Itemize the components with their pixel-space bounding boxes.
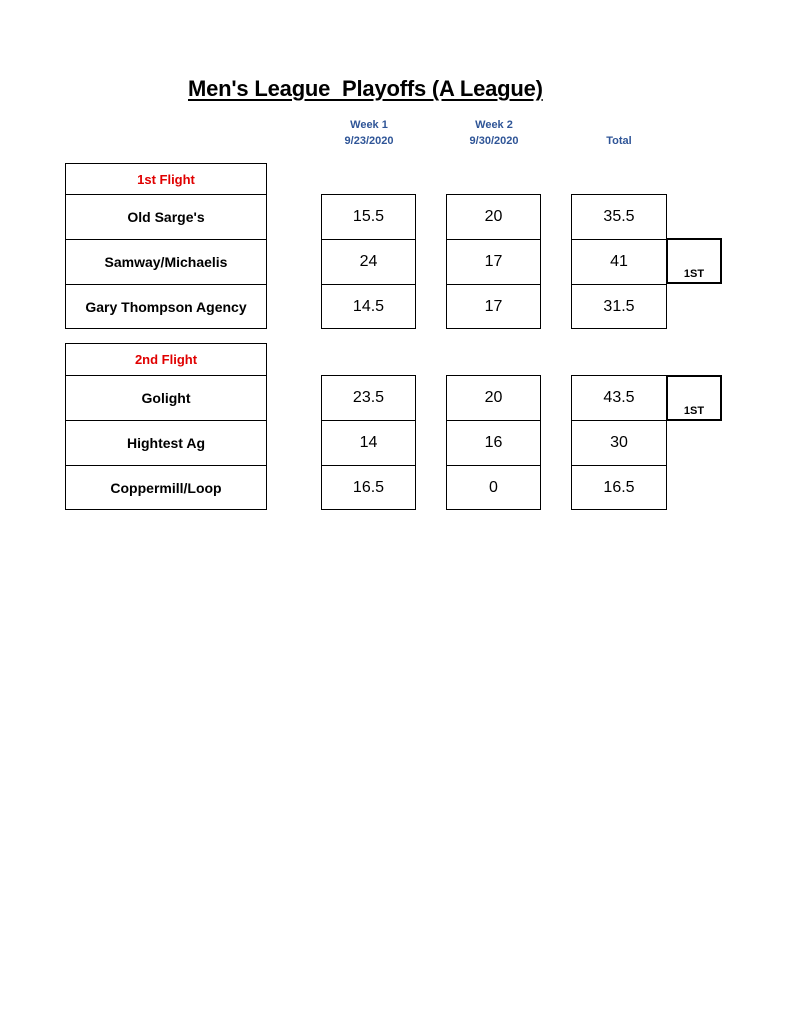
winner-badge: 1ST xyxy=(666,375,722,421)
week1-score: 16.5 xyxy=(321,465,416,510)
team-name: Samway/Michaelis xyxy=(65,239,267,285)
flight-1-label: 1st Flight xyxy=(65,163,267,195)
winner-badge: 1ST xyxy=(666,238,722,284)
week2-score: 0 xyxy=(446,465,541,510)
week1-score: 15.5 xyxy=(321,194,416,240)
team-name: Gary Thompson Agency xyxy=(65,284,267,329)
week2-score: 17 xyxy=(446,284,541,329)
total-score: 30 xyxy=(571,420,667,466)
total-score: 35.5 xyxy=(571,194,667,240)
total-score: 41 xyxy=(571,239,667,285)
week1-header xyxy=(322,117,416,149)
team-name: Coppermill/Loop xyxy=(65,465,267,510)
page-title: Men's League Playoffs (A League) xyxy=(188,76,543,101)
week2-date: 9/30/2020 xyxy=(469,135,519,147)
week1-date: 9/23/2020 xyxy=(344,135,394,147)
total-score: 43.5 xyxy=(571,375,667,421)
total-label: Total xyxy=(606,135,632,147)
total-score: 31.5 xyxy=(571,284,667,329)
total-score: 16.5 xyxy=(571,465,667,510)
total-header xyxy=(572,133,666,149)
week1-label: Week 1 xyxy=(350,119,388,131)
week1-score: 23.5 xyxy=(321,375,416,421)
week1-score: 24 xyxy=(321,239,416,285)
flight-2-label: 2nd Flight xyxy=(65,343,267,376)
team-name: Old Sarge's xyxy=(65,194,267,240)
team-name: Hightest Ag xyxy=(65,420,267,466)
week2-score: 17 xyxy=(446,239,541,285)
week2-label: Week 2 xyxy=(475,119,513,131)
week2-score: 20 xyxy=(446,375,541,421)
week2-score: 20 xyxy=(446,194,541,240)
week2-header xyxy=(447,117,541,149)
week1-score: 14.5 xyxy=(321,284,416,329)
week1-score: 14 xyxy=(321,420,416,466)
week2-score: 16 xyxy=(446,420,541,466)
team-name: Golight xyxy=(65,375,267,421)
